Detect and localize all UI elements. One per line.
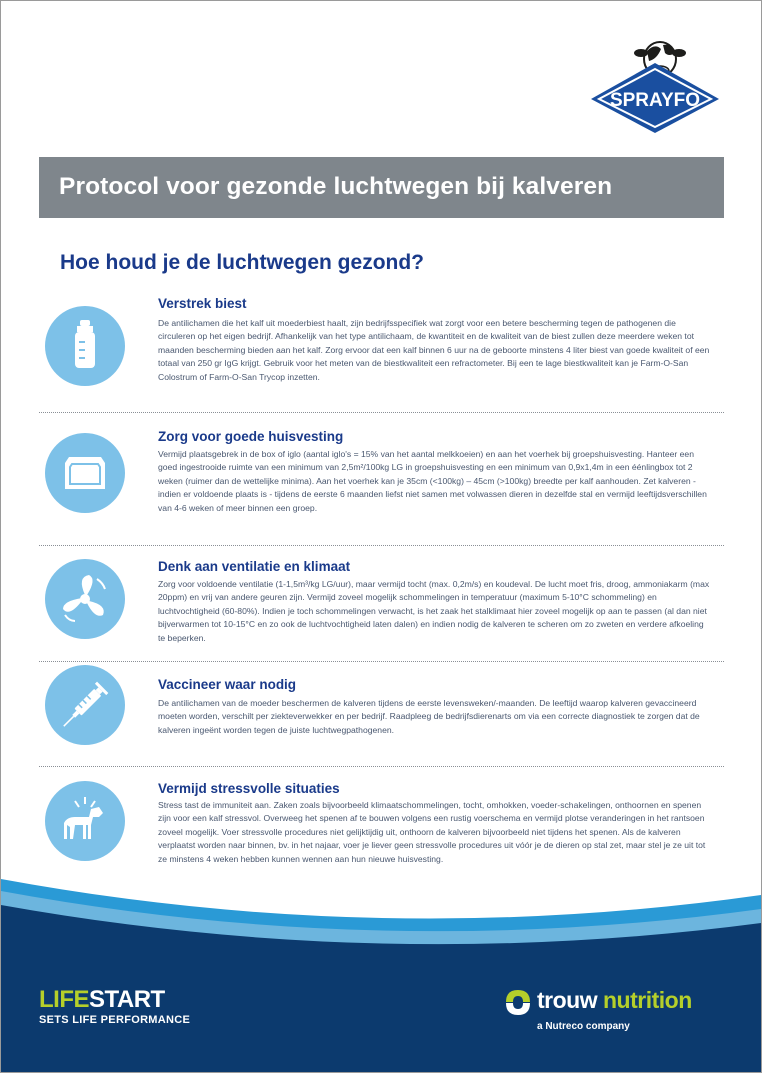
calf-box-icon xyxy=(45,433,125,513)
section-divider xyxy=(39,545,724,546)
page-subtitle: Hoe houd je de luchtwegen gezond? xyxy=(60,251,425,274)
section-title: Zorg voor goede huisvesting xyxy=(158,429,344,444)
section-title: Vermijd stressvolle situaties xyxy=(158,781,340,796)
footer-wave xyxy=(1,861,761,1072)
section-body: Stress tast de immuniteit aan. Zaken zoals bijvoorbeeld klimaatschommelingen, tocht, omhokken, voeder-schakelingen, onthoornen en spenen zijn voor een kalf stressvol. Overweeg het spenen af te bouwen volgens een rustig voerschema en vermijd plotse veranderingen in het rantsoen zoveel mogelijk. Voer stressvolle procedures niet gelijktijdig uit, onthoorn de kalveren bijvoorbeeld niet tijdens het spenen. Als de kalveren verplaatst worden naar binnen, bv. in het najaar, voer je liever geen stressvolle procedures uit vóór je de dieren op stal zet, maar stel je ze uit tot ze minstens 4 weken hebben kunnen wennen aan hun nieuwe huisvesting. xyxy=(158,800,706,864)
section-divider xyxy=(39,766,724,767)
trouw-nutrition-mark-icon xyxy=(503,987,533,1017)
page-title: Protocol voor gezonde luchtwegen bij kalveren xyxy=(59,173,613,200)
footer xyxy=(1,861,761,1072)
lifestart-logo xyxy=(39,986,165,1014)
lifestart-tagline: SETS LIFE PERFORMANCE xyxy=(39,1014,191,1026)
lifestart-logo-start: START xyxy=(89,986,165,1013)
section-title: Vaccineer waar nodig xyxy=(158,677,297,692)
trouw-logo-word: trouw xyxy=(537,987,598,1013)
section-body: Zorg voor voldoende ventilatie (1-1,5m³/kg LG/uur), maar vermijd tocht (max. 0,2m/s) en koudeval. De lucht moet fris, droog, ammoniakarm (max 20ppm) en vrij van andere geuren zijn. Vermijd zoveel mogelijk schommelingen in temperatuur (maximum 5-10°C schommeling) en luchtvochtigheid (60-80%). Indien je toch schommelingen verwacht, is het zaak het stalklimaat hier zoveel mogelijk op aan te passen (al dan niet bijverwarmen tot 10-15°C en zo ook de luchtvochtigheid laten dalen) en indien nodig de kalveren te scheren om zo zweten en verdere afkoeling te beperken. xyxy=(158,579,710,643)
nutrition-logo-word: nutrition xyxy=(603,987,692,1013)
syringe-icon xyxy=(45,665,125,745)
milk-bottle-icon xyxy=(45,306,125,386)
trouw-nutrition-logo xyxy=(537,987,692,1014)
stressed-calf-icon xyxy=(45,781,125,861)
section-title: Denk aan ventilatie en klimaat xyxy=(158,559,351,574)
lifestart-logo-life: LIFE xyxy=(39,986,89,1013)
section-title: Verstrek biest xyxy=(158,296,247,311)
trouw-nutrition-tagline: a Nutreco company xyxy=(537,1021,630,1032)
ventilation-fan-icon xyxy=(45,559,125,639)
title-banner xyxy=(39,157,724,218)
section-divider xyxy=(39,661,724,662)
section-body: Vermijd plaatsgebrek in de box of iglo (aantal iglo's = 15% van het aantal melkkoeien) en aan het voerhek bij groepshuisvesting. Hanteer een goed ingestrooide ruimte van een minimum van 2,5m²/100kg LG in groepshuisvesting en een minimum van 0,9x1,4m in een éénlingbox tot 2 weken (ruimer dan de wettelijke minima). Aan het voerhek kan je 35cm (<100kg) – 45cm (>100kg) breedte per kalf aanhouden. Zet kalveren - indien er voldoende plaats is - tijdens de eerste 6 maanden liefst niet samen met volwassen dieren in dezelfde stal en vermijd leeftijdsverschillen van 4-6 weken of meer binnen een groep. xyxy=(158,449,707,513)
sprayfo-logo xyxy=(589,39,721,133)
sprayfo-logo-text: SPRAYFO xyxy=(609,90,701,111)
section-body: De antilichamen die het kalf uit moederbiest haalt, zijn bedrijfsspecifiek wat zorgt voor een betere bescherming tegen de pathogenen die circuleren op het eigen bedrijf. Afhankelijk van het type antilichaam, de kwantiteit en de kwaliteit van de biest zullen deze meerdere weken tot maanden bescherming bieden aan het kalf. Zorg ervoor dat een kalf binnen 6 uur na de geboorte minstens 4 liter biest van goede kwaliteit of een totaal van 250 gr IgG krijgt. Gebruik voor het meten van de biestkwaliteit een refractometer. Bij een te lage biestkwaliteit kan je Farm-O-San Colostrum of Farm-O-San Trycop inzetten. xyxy=(158,318,710,382)
section-body: De antilichamen van de moeder beschermen de kalveren tijdens de eerste levensweken/-maanden. De leeftijd waarop kalveren gevaccineerd moeten worden, verschilt per ziekteverwekker en per bedrijf. Raadpleeg de bedrijfsdierenarts om via een correcte diagnostiek te zorgen dat de kalveren ingeënt worden tegen de juiste luchtwegpathogenen. xyxy=(158,698,700,735)
section-divider xyxy=(39,412,724,413)
